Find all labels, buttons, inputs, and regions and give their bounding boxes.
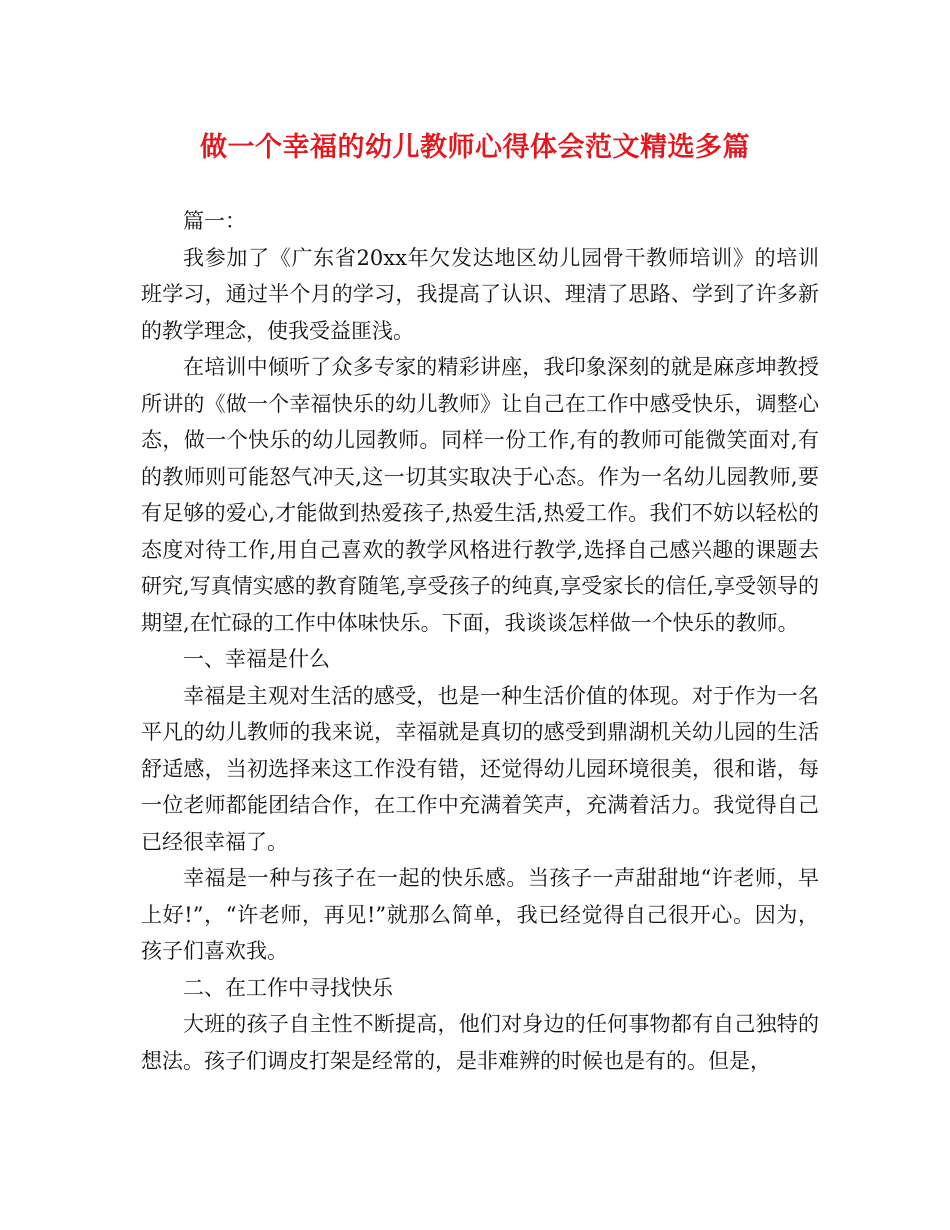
body-paragraph: 我参加了《广东省20xx年欠发达地区幼儿园骨干教师培训》的培训班学习，通过半个月的学习，我提高了认识、理清了思路、学到了许多新的教学理念，使我受益匪浅。 bbox=[141, 245, 819, 343]
section-heading: 二、在工作中寻找快乐 bbox=[183, 975, 393, 1000]
body-paragraph: 大班的孩子自主性不断提高，他们对身边的任何事物都有自己独特的想法。孩子们调皮打架是经常的，是非难辨的时候也是有的。但是， bbox=[141, 1012, 819, 1073]
document-body bbox=[141, 203, 819, 1079]
body-paragraph: 幸福是一种与孩子在一起的快乐感。当孩子一声甜甜地“许老师，早上好!”，“许老师，再见!”就那么简单，我已经觉得自己很开心。因为，孩子们喜欢我。 bbox=[141, 866, 819, 963]
body-paragraph: 在培训中倾听了众多专家的精彩讲座，我印象深刻的就是麻彦坤教授所讲的《做一个幸福快乐的幼儿教师》让自己在工作中感受快乐，调整心态，做一个快乐的幼儿园教师。同样一份工作,有的教师可能微笑面对,有的教师则可能怒气冲天,这一切其实取决于心态。作为一名幼儿园教师,要有足够的爱心,才能做到热爱孩子,热爱生活,热爱工作。我们不妨以轻松的态度对待工作,用自己喜欢的教学风格进行教学,选择自己感兴趣的课题去研究,写真情实感的教育随笔,享受孩子的纯真,享受家长的信任,享受领导的期望,在忙碌的工作中体味快乐。下面，我谈谈怎样做一个快乐的教师。 bbox=[141, 355, 819, 635]
section-heading: 一、幸福是什么 bbox=[183, 647, 330, 671]
body-paragraph: 幸福是主观对生活的感受，也是一种生活价值的体现。对于作为一名平凡的幼儿教师的我来说，幸福就是真切的感受到鼎湖机关幼儿园的生活舒适感，当初选择来这工作没有错，还觉得幼儿园环境很美，很和谐，每一位老师都能团结合作，在工作中充满着笑声，充满着活力。我觉得自己已经很幸福了。 bbox=[141, 683, 819, 854]
document-title: 做一个幸福的幼儿教师心得体会范文精选多篇 bbox=[200, 132, 750, 163]
section-heading-part-one: 篇一： bbox=[183, 209, 246, 233]
